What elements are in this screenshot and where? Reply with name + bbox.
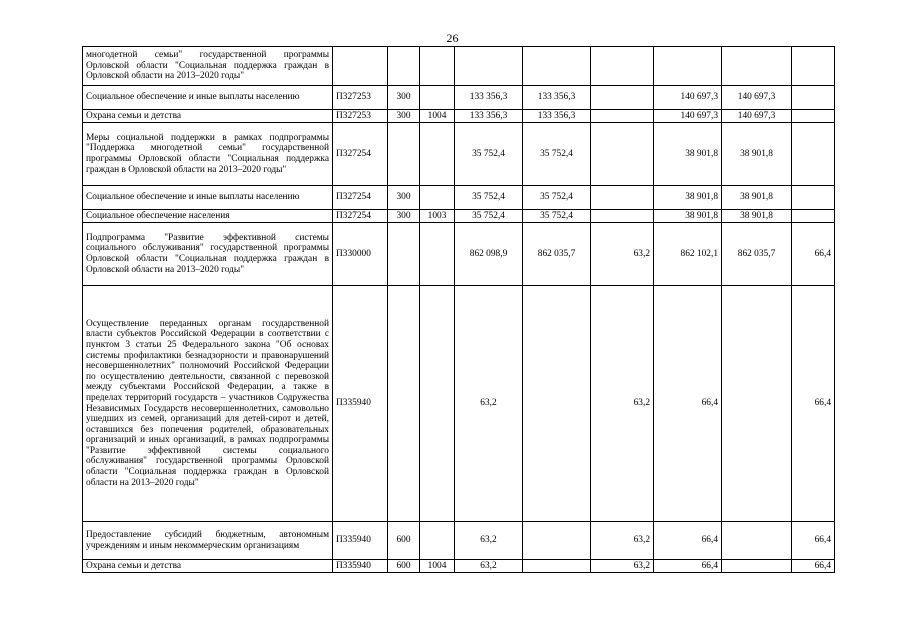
amount-a: 63,2: [455, 522, 523, 560]
amount-b: [523, 286, 591, 522]
amount-e: 38 901,8: [722, 123, 792, 186]
row-name: Меры социальной поддержки в рамках подпрограммы "Поддержка многодетной семьи" государственной программы Орловской области "Социальная поддержка граждан в Орловской области на 2013–2020 годы": [83, 123, 333, 186]
section-code: 1004: [420, 560, 455, 573]
amount-c: [591, 210, 654, 223]
amount-a: 133 356,3: [455, 110, 523, 123]
amount-c: [591, 86, 654, 110]
amount-b: [523, 47, 591, 86]
expense-type: 600: [388, 560, 420, 573]
amount-f: [792, 110, 835, 123]
amount-e: [722, 522, 792, 560]
section-code: [420, 223, 455, 286]
amount-c: [591, 110, 654, 123]
row-name: Социальное обеспечение и иные выплаты населению: [83, 86, 333, 110]
section-code: [420, 286, 455, 522]
amount-b: [523, 522, 591, 560]
amount-c: [591, 186, 654, 210]
amount-a: [455, 47, 523, 86]
section-code: [420, 86, 455, 110]
page-number: 26: [446, 31, 459, 45]
expense-type: 300: [388, 110, 420, 123]
amount-e: 140 697,3: [722, 110, 792, 123]
row-name: Предоставление субсидий бюджетным, автономным учреждениям и иным некоммерческим организациям: [83, 522, 333, 560]
amount-e: 38 901,8: [722, 210, 792, 223]
table-row: [83, 210, 835, 223]
target-code: П327253: [333, 86, 388, 110]
section-code: [420, 186, 455, 210]
amount-a: 63,2: [455, 560, 523, 573]
amount-c: 63,2: [591, 522, 654, 560]
amount-d: [654, 47, 722, 86]
section-code: 1004: [420, 110, 455, 123]
expense-type: 600: [388, 522, 420, 560]
expense-type: 300: [388, 210, 420, 223]
table-row: [83, 86, 835, 110]
amount-e: 140 697,3: [722, 86, 792, 110]
amount-f: 66,4: [792, 522, 835, 560]
amount-b: 133 356,3: [523, 110, 591, 123]
amount-c: 63,2: [591, 223, 654, 286]
target-code: [333, 47, 388, 86]
expense-type: [388, 223, 420, 286]
amount-b: 35 752,4: [523, 186, 591, 210]
table-row: [83, 522, 835, 560]
amount-e: [722, 47, 792, 86]
row-name: многодетной семьи" государственной программы Орловской области "Социальная поддержка граждан в Орловской области на 2013–2020 годы": [83, 47, 333, 86]
table-row: [83, 560, 835, 573]
amount-d: 140 697,3: [654, 110, 722, 123]
amount-a: 862 098,9: [455, 223, 523, 286]
amount-b: 35 752,4: [523, 123, 591, 186]
table-row: [83, 47, 835, 86]
amount-e: [722, 560, 792, 573]
target-code: П330000: [333, 223, 388, 286]
row-name: Охрана семьи и детства: [83, 110, 333, 123]
section-code: [420, 47, 455, 86]
amount-f: [792, 123, 835, 186]
section-code: [420, 522, 455, 560]
amount-d: 862 102,1: [654, 223, 722, 286]
amount-c: [591, 123, 654, 186]
amount-c: 63,2: [591, 560, 654, 573]
table-row: [83, 110, 835, 123]
target-code: П335940: [333, 560, 388, 573]
amount-e: 38 901,8: [722, 186, 792, 210]
amount-f: 66,4: [792, 286, 835, 522]
target-code: П327254: [333, 210, 388, 223]
table-row: [83, 186, 835, 210]
row-name: Социальное обеспечение населения: [83, 210, 333, 223]
target-code: П335940: [333, 286, 388, 522]
amount-d: 38 901,8: [654, 210, 722, 223]
expense-type: [388, 47, 420, 86]
section-code: 1003: [420, 210, 455, 223]
amount-e: [722, 286, 792, 522]
amount-d: 140 697,3: [654, 86, 722, 110]
target-code: П335940: [333, 522, 388, 560]
expense-type: [388, 286, 420, 522]
target-code: П327253: [333, 110, 388, 123]
target-code: П327254: [333, 123, 388, 186]
amount-d: 38 901,8: [654, 123, 722, 186]
row-name: Осуществление переданных органам государственной власти субъектов Российской Федерации в соответствии с пунктом 3 статьи 25 Федерального закона "Об основах системы профилактики безнадзорности и правонарушений несовершеннолетних" полномочий Российской Федерации по осуществлению деятельности, связанной с перевозкой между субъектами Российской Федерации, а также в пределах территорий государств – участников Содружества Независимых Государств несовершеннолетних, самовольно ушедших из семей, организаций для детей-сирот и детей, оставшихся без попечения родителей, образовательных организаций и иных организаций, в рамках подпрограммы "Развитие эффективной системы социального обслуживания" государственной программы Орловской области "Социальная поддержка граждан в Орловской области на 2013–2020 годы": [83, 286, 333, 522]
table-row: [83, 286, 835, 522]
expense-type: 300: [388, 186, 420, 210]
expense-type: [388, 123, 420, 186]
amount-b: 35 752,4: [523, 210, 591, 223]
section-code: [420, 123, 455, 186]
amount-c: [591, 47, 654, 86]
row-name: Подпрограмма "Развитие эффективной системы социального обслуживания" государственной программы Орловской области "Социальная поддержка граждан в Орловской области на 2013–2020 годы": [83, 223, 333, 286]
row-name: Социальное обеспечение и иные выплаты населению: [83, 186, 333, 210]
amount-b: 133 356,3: [523, 86, 591, 110]
amount-b: 862 035,7: [523, 223, 591, 286]
amount-c: 63,2: [591, 286, 654, 522]
table-row: [83, 223, 835, 286]
amount-d: 38 901,8: [654, 186, 722, 210]
amount-f: [792, 186, 835, 210]
amount-a: 35 752,4: [455, 123, 523, 186]
amount-a: 63,2: [455, 286, 523, 522]
amount-a: 35 752,4: [455, 186, 523, 210]
amount-a: 35 752,4: [455, 210, 523, 223]
table-row: [83, 123, 835, 186]
amount-d: 66,4: [654, 522, 722, 560]
amount-e: 862 035,7: [722, 223, 792, 286]
amount-f: 66,4: [792, 223, 835, 286]
row-name: Охрана семьи и детства: [83, 560, 333, 573]
amount-a: 133 356,3: [455, 86, 523, 110]
amount-d: 66,4: [654, 286, 722, 522]
amount-b: [523, 560, 591, 573]
target-code: П327254: [333, 186, 388, 210]
expense-type: 300: [388, 86, 420, 110]
amount-f: [792, 47, 835, 86]
amount-f: 66,4: [792, 560, 835, 573]
amount-f: [792, 210, 835, 223]
amount-f: [792, 86, 835, 110]
budget-table: [82, 46, 835, 573]
amount-d: 66,4: [654, 560, 722, 573]
